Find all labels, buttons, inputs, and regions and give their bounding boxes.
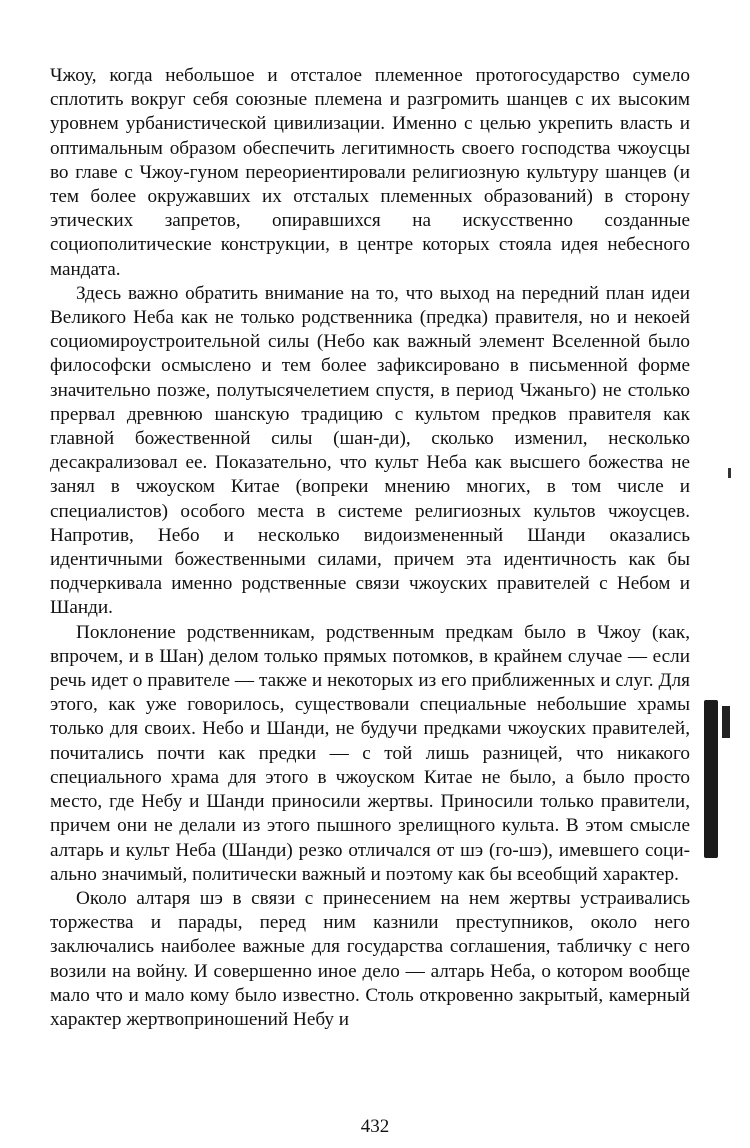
page-number: 432 xyxy=(360,1116,390,1137)
paragraph-2: Здесь важно обратить внимание на то, что выход на передний план идеи Великого Неба как не только родственника (предка) правителя, но и некоей социомироустроительной силы (Небо как важный элемент Вселенной было философски осмыслено и тем более зафиксировано в письменной форме значительно позже, полутысячелетием спустя, в период Чжаньго) не столько прервал древнюю шанскую традицию с культом предков правителя как главной божественной силы (шан-ди), сколько изменил, несколько десакрализовал ее. Показательно, что культ Неба как высшего божества не занял в чжоуском Китае (вопреки мнению многих, в том числе и специалистов) особого места в системе религиозных культов чжоусцев. Напротив, Небо и несколько видоизмененный Шанди оказались идентичными божественными силами, причем эта идентичность как бы подчеркивала именно родственные связи чжоуских правителей с Небом и Шанди. xyxy=(50,282,690,619)
scan-artifact-mark xyxy=(722,706,730,738)
paragraph-3: Поклонение родственникам, родственным предкам было в Чжоу (как, впрочем, и в Шан) делом только прямых потомков, в крайнем случае — если речь идет о правителе — также и некоторых из его приближенных и слуг. Для этого, как уже говорилось, существовали специальные небольшие храмы только для своих. Небо и Шанди, не будучи предками чжоуских правителей, почитались почти как предки — с той лишь разницей, что никакого специального храма для этого в чжоуском Китае не было, а было просто место, где Небу и Шанди приносили жертвы. Приносили только правители, причем они не делали из этого пышного зрелищного культа. В этом смысле алтарь и культ Неба (Шанди) резко отличался от шэ (го-шэ), имевшего социально значимый, политически важный и поэтому как бы всеобщий характер. xyxy=(50,621,690,885)
scan-artifact-bar xyxy=(704,700,718,858)
paragraph-1: Чжоу, когда небольшое и отсталое племенное протогосударство сумело сплотить вокруг себя союзные племена и разгромить шанцев с их высоким уровнем урбанистической цивилизации. Именно с целью укрепить власть и оптимальным образом обеспечить легитимность своего господства чжоусцы во главе с Чжоу-гуном переориентировали религиозную культуру шанцев (и тем более окружавших их отсталых племенных образований) в сторону этических запретов, опиравшихся на искусственно созданные социополитические конструкции, в центре которых стояла идея небесного мандата. xyxy=(50,65,690,280)
scan-artifact-dot xyxy=(728,468,731,478)
paragraph-4: Около алтаря шэ в связи с принесением на нем жертвы устраивались торжества и парады, перед ним казнили преступников, около него заключались наиболее важные для государства соглашения, табличку с него возили на войну. И совершенно иное дело — алтарь Неба, о котором вообще мало что и мало кому было известно. Столь откровенно закрытый, камерный характер жертвоприношений Небу и xyxy=(50,887,690,1030)
page-body xyxy=(50,64,690,1032)
